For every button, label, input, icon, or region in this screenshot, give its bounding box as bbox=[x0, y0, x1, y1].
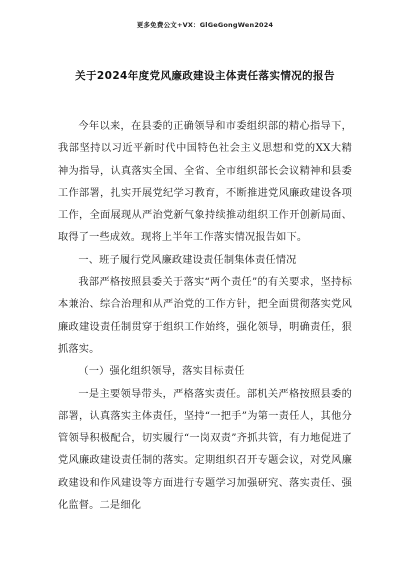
subsection-1-heading: （一）强化组织领导，落实目标责任 bbox=[78, 366, 245, 378]
document-title: 关于2024年度党风廉政建设主体责任落实情况的报告 bbox=[75, 70, 335, 82]
section-1-heading: 一、班子履行党风廉政建设责任制集体责任情况 bbox=[78, 254, 297, 266]
header-note: 更多免费公文+VX：GlGeGongWen2024 bbox=[136, 21, 274, 29]
section-1-paragraph: 我部严格按照县委关于落实“两个责任”的有关要求，坚持标本兼治、综合治理和从严治党的工作方针，把全面贯彻落实党风廉政建设责任制贯穿于组织工作始终，强化领导，明确责任，狠抓落实。 bbox=[58, 277, 352, 355]
document-body bbox=[58, 116, 352, 517]
subsection-1-paragraph: 一是主要领导带头，严格落实责任。部机关严格按照县委的部署，认真落实主体责任，坚持“一把手”为第一责任人，其他分管领导积极配合，切实履行“一岗双责”齐抓共管，有力地促进了党风廉政建设责任制的落实。定期组织召开专题会议，对党风廉政建设和作风建设等方面进行专题学习加强研究、落实责任、强化监督。二是细化 bbox=[58, 388, 352, 512]
intro-paragraph: 今年以来，在县委的正确领导和市委组织部的精心指导下，我部坚持以习近平新时代中国特色社会主义思想和党的XX大精神为指导，认真落实全国、全省、全市组织部长会议精神和县委工作部署，扎实开展党纪学习教育，不断推进党风廉政建设各项工作，全面展现从严治党新气象持续推动组织工作开创新局面、取得了一些成效。现将上半年工作落实情况报告如下。 bbox=[58, 121, 352, 244]
